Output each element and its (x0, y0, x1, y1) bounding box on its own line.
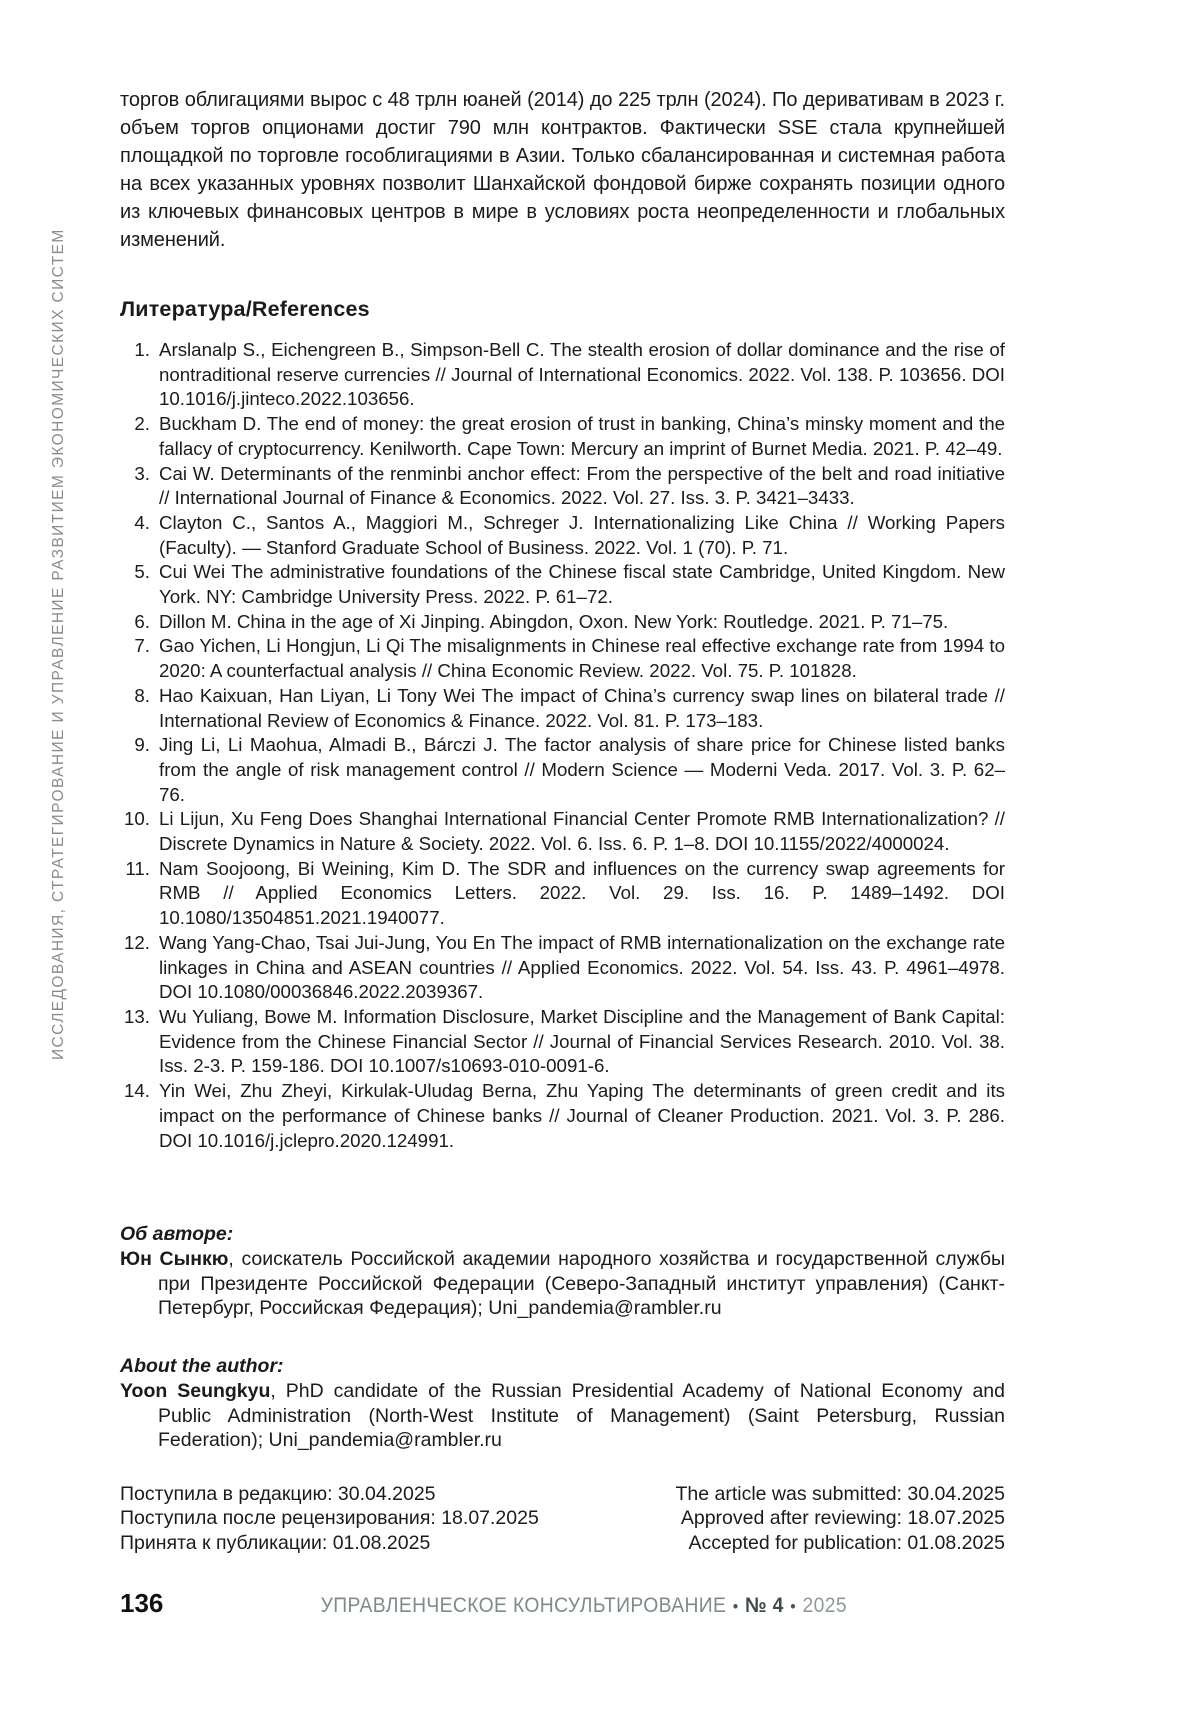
reference-item (120, 733, 1005, 807)
about-author-en-text (120, 1379, 1005, 1453)
section-sidebar-label: ИССЛЕДОВАНИЯ, СТРАТЕГИРОВАНИЕ И УПРАВЛЕНИЕ РАЗВИТИЕМ ЭКОНОМИЧЕСКИХ СИСТЕМ (50, 228, 67, 1060)
author-name-en: Yoon Seungkyu (120, 1380, 271, 1402)
footer-separator: • (733, 1597, 739, 1616)
reference-item (120, 634, 1005, 683)
references-list (120, 338, 1005, 1153)
reference-number: 12. (124, 931, 150, 953)
reference-item (120, 807, 1005, 856)
reference-text: Buckham D. The end of money: the great erosion of trust in banking, China’s minsky moment and the fallacy of cryptocurrency. Kenilworth. Cape Town: Mercury an imprint of Burnet Media. 2021. P. 42–49. (159, 413, 1005, 459)
reference-number: 14. (124, 1080, 150, 1102)
about-author-en-block (120, 1354, 1005, 1453)
reference-number: 4. (134, 511, 150, 533)
footer-separator: • (790, 1597, 797, 1616)
intro-paragraph: торгов облигациями вырос с 48 трлн юаней (2014) до 225 трлн (2024). По деривативам в 2023 г. объем торгов опционами достиг 790 млн контрактов. Фактически SSE стала крупнейшей площадкой по торговле гособлигациями в Азии. Только сбалансированная и системная работа на всех указанных уровнях позволит Шанхайской фондовой бирже сохранять позиции одного из ключевых финансовых центров в мире в условиях роста неопределенности и глобальных изменений. (120, 89, 1005, 251)
reference-text: Wu Yuliang, Bowe M. Information Disclosure, Market Discipline and the Management of Bank Capital: Evidence from the Chinese Financial Sector // Journal of Financial Services Research. 2010. Vol. 38. Iss. 2-3. P. 159-186. DOI 10.1007/s10693-010-0091-6. (159, 1005, 1005, 1077)
reference-item (120, 684, 1005, 733)
reference-item (120, 931, 1005, 1005)
page-footer (120, 1588, 1005, 1619)
reference-item (120, 511, 1005, 560)
reference-number: 7. (134, 635, 150, 657)
reference-number: 5. (134, 561, 150, 583)
reference-text: Li Lijun, Xu Feng Does Shanghai International Financial Center Promote RMB Internationalization? // Discrete Dynamics in Nature & Society. 2022. Vol. 6. Iss. 6. P. 1–8. DOI 10.1155/2022/4000024. (159, 808, 1005, 855)
date-submitted-ru: Поступила в редакцию: 30.04.2025 (120, 1483, 436, 1505)
reference-text: Clayton C., Santos A., Maggiori M., Schreger J. Internationalizing Like China // Working Papers (Faculty). — Stanford Graduate School of Business. 2022. Vol. 1 (70). P. 71. (159, 511, 1005, 558)
reference-number: 11. (125, 857, 150, 879)
journal-year: 2025 (802, 1594, 848, 1617)
reference-text: Dillon M. China in the age of Xi Jinping. Abingdon, Oxon. New York: Routledge. 2021. P. 71–75. (159, 610, 949, 632)
references-heading: Литература/References (120, 297, 370, 321)
author-info-en: , PhD candidate of the Russian Presidential Academy of National Economy and Public Administration (North-West Institute of Management) (Saint Petersburg, Russian Federation); Uni_pandemia@rambler.ru (158, 1380, 1005, 1451)
date-accepted-en: Accepted for publication: 01.08.2025 (688, 1531, 1005, 1554)
date-accepted-ru: Принята к публикации: 01.08.2025 (120, 1531, 431, 1554)
reference-number: 9. (134, 734, 150, 756)
reference-text: Gao Yichen, Li Hongjun, Li Qi The misalignments in Chinese real effective exchange rate from 1994 to 2020: A counterfactual analysis // China Economic Review. 2022. Vol. 75. P. 101828. (159, 635, 1005, 682)
dates-ru (120, 1482, 539, 1555)
reference-text: Jing Li, Li Maohua, Almadi B., Bárczi J. The factor analysis of share price for Chinese listed banks from the angle of risk management control // Modern Science — Moderni Veda. 2017. Vol. 3. P. 62–76. (159, 734, 1005, 805)
reference-text: Cui Wei The administrative foundations of the Chinese fiscal state Cambridge, United Kingdom. New York. NY: Cambridge University Press. 2022. P. 61–72. (159, 561, 1005, 608)
reference-text: Hao Kaixuan, Han Liyan, Li Tony Wei The impact of China’s currency swap lines on bilateral trade // International Review of Economics & Finance. 2022. Vol. 81. P. 173–183. (159, 684, 1005, 731)
reference-text: Cai W. Determinants of the renminbi anchor effect: From the perspective of the belt and road initiative // International Journal of Finance & Economics. 2022. Vol. 27. Iss. 3. P. 3421–3433. (159, 462, 1005, 509)
reference-number: 13. (124, 1005, 150, 1027)
reference-item (120, 610, 1005, 635)
reference-number: 1. (134, 339, 150, 360)
dates-en (675, 1482, 1005, 1555)
reference-item (120, 560, 1005, 609)
date-reviewed-ru: Поступила после рецензирования: 18.07.2025 (120, 1507, 539, 1530)
about-author-ru-heading: Об авторе: (120, 1223, 234, 1245)
main-content (120, 0, 1005, 1710)
reference-item (120, 857, 1005, 931)
reference-item (120, 1079, 1005, 1153)
date-reviewed-en: Approved after reviewing: 18.07.2025 (680, 1507, 1005, 1530)
author-info-ru: , соискатель Российской академии народного хозяйства и государственной службы при Президенте Российской Федерации (Северо-Западный институт управления) (Санкт-Петербург, Российская Федерация); Uni_pandemia@rambler.ru (158, 1248, 1005, 1319)
reference-number: 10. (124, 808, 150, 830)
journal-title-line (197, 1594, 971, 1618)
page-number: 136 (120, 1588, 164, 1618)
reference-text: Yin Wei, Zhu Zheyi, Kirkulak-Uludag Berna, Zhu Yaping The determinants of green credit and its impact on the performance of Chinese banks // Journal of Cleaner Production. 2021. Vol. 3. P. 286. DOI 10.1016/j.jclepro.2020.124991. (159, 1080, 1005, 1151)
reference-item (120, 412, 1005, 461)
about-author-ru-text (120, 1247, 1005, 1321)
reference-number: 3. (134, 462, 150, 484)
dates-block (120, 1482, 1005, 1555)
journal-issue: № 4 (745, 1594, 785, 1617)
reference-text: Wang Yang-Chao, Tsai Jui-Jung, You En The impact of RMB internationalization on the exchange rate linkages in China and ASEAN countries // Applied Economics. 2022. Vol. 54. Iss. 43. P. 4961–4978. DOI 10.1080/00036846.2022.2039367. (159, 931, 1005, 1003)
reference-item (120, 338, 1005, 412)
reference-text: Nam Soojoong, Bi Weining, Kim D. The SDR and influences on the currency swap agreements for RMB // Applied Economics Letters. 2022. Vol. 29. Iss. 16. P. 1489–1492. DOI 10.1080/13504851.2021.1940077. (159, 857, 1005, 929)
journal-title: УПРАВЛЕНЧЕСКОЕ КОНСУЛЬТИРОВАНИЕ (321, 1594, 727, 1617)
reference-item (120, 462, 1005, 511)
about-author-ru-block (120, 1222, 1005, 1321)
author-name-ru: Юн Сынкю (120, 1248, 229, 1270)
reference-text: Arslanalp S., Eichengreen B., Simpson-Bell C. The stealth erosion of dollar dominance and the rise of nontraditional reserve currencies // Journal of International Economics. 2022. Vol. 138. P. 103656. DOI 10.1016/j.jinteco.2022.103656. (159, 339, 1005, 410)
reference-number: 6. (134, 610, 150, 632)
about-author-en-heading: About the author: (120, 1355, 284, 1377)
reference-item (120, 1005, 1005, 1079)
reference-number: 8. (134, 684, 150, 706)
date-submitted-en: The article was submitted: 30.04.2025 (675, 1483, 1005, 1505)
reference-number: 2. (134, 413, 150, 435)
